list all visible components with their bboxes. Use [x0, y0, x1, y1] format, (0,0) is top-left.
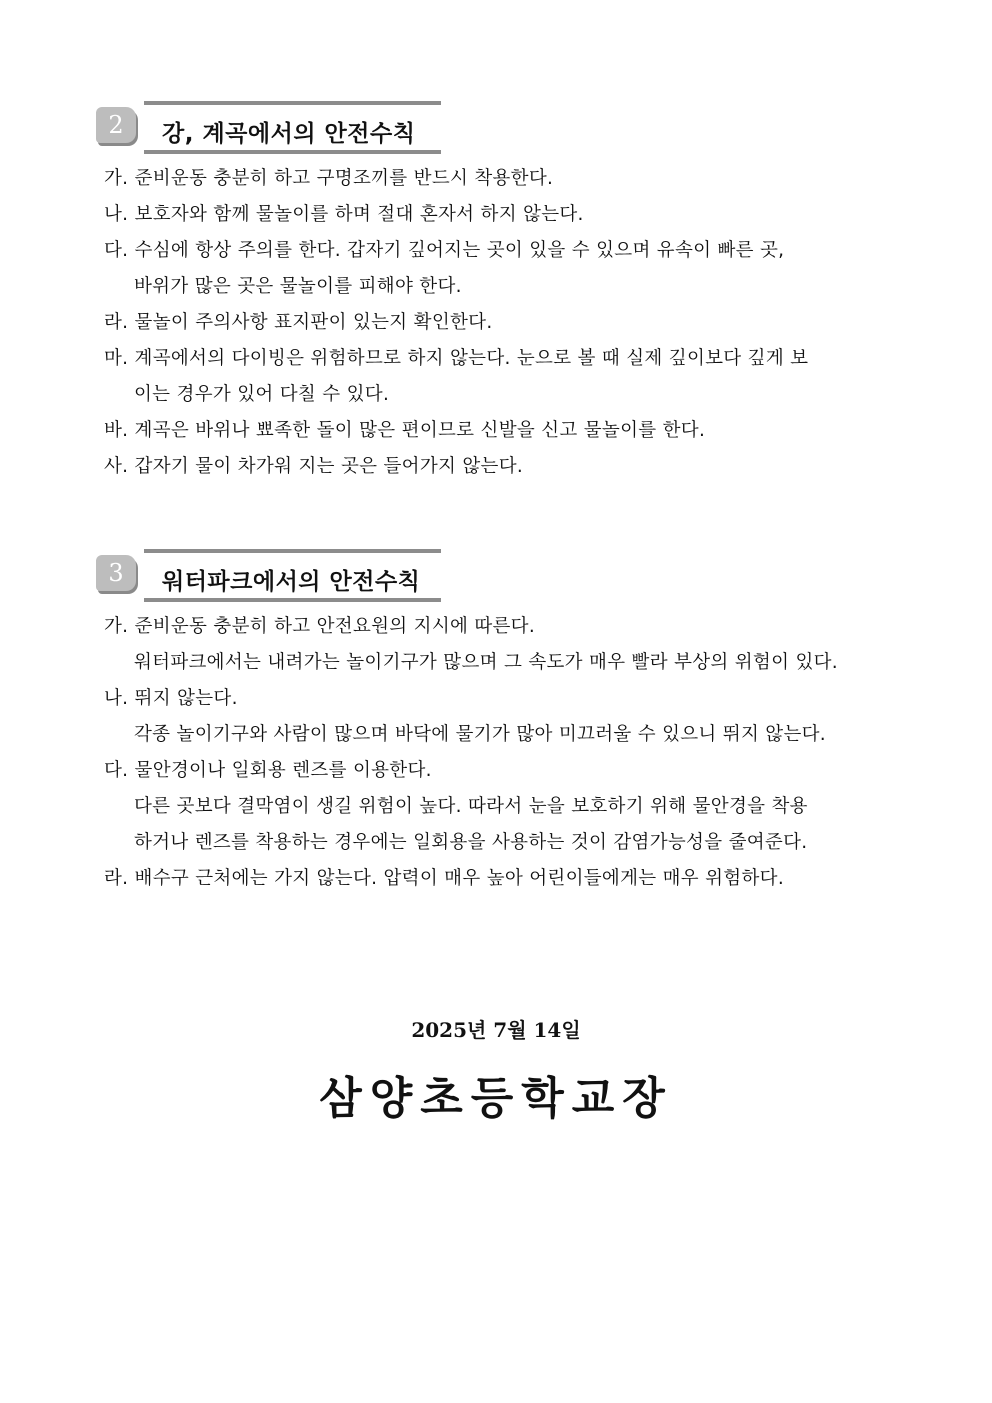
header-bottom-rule: [144, 598, 441, 602]
header-top-rule: [144, 101, 441, 105]
rule-line: 다. 수심에 항상 주의를 한다. 갑자기 깊어지는 곳이 있을 수 있으며 유속이 빠른 곳,: [104, 240, 785, 261]
rule-line: 라. 물놀이 주의사항 표지판이 있는지 확인한다.: [104, 312, 493, 333]
header-top-rule: [144, 549, 441, 553]
section-title: 강, 계곡에서의 안전수칙: [162, 121, 416, 147]
rule-line-continuation: 바위가 많은 곳은 물놀이를 피해야 한다.: [134, 276, 462, 297]
rule-line-detail: 하거나 렌즈를 착용하는 경우에는 일회용을 사용하는 것이 감염가능성을 줄여준다.: [134, 832, 808, 853]
school-principal-signature: 삼양초등학교장: [319, 1073, 673, 1124]
section-waterpark-safety: [0, 549, 992, 909]
document-date: 2025년 7월 14일: [411, 1018, 581, 1042]
section-header: [96, 549, 441, 605]
rule-line: 나. 보호자와 함께 물놀이를 하며 절대 혼자서 하지 않는다.: [104, 204, 584, 225]
rule-line: 바. 계곡은 바위나 뾰족한 돌이 많은 편이므로 신발을 신고 물놀이를 한다.: [104, 420, 706, 441]
header-bottom-rule: [144, 150, 441, 154]
rule-line: 가. 준비운동 충분히 하고 구명조끼를 반드시 착용한다.: [104, 168, 554, 189]
rule-line: 마. 계곡에서의 다이빙은 위험하므로 하지 않는다. 눈으로 볼 때 실제 깊이보다 깊게 보: [104, 348, 809, 369]
rule-list: [104, 161, 904, 485]
section-river-valley-safety: [0, 101, 992, 491]
rule-line-detail: 각종 놀이기구와 사람이 많으며 바닥에 물기가 많아 미끄러울 수 있으니 뛰지 않는다.: [134, 724, 826, 745]
rule-line: 다. 물안경이나 일회용 렌즈를 이용한다.: [104, 760, 432, 781]
section-header: [96, 101, 441, 157]
section-number-badge: 2: [96, 107, 136, 143]
rule-line: 라. 배수구 근처에는 가지 않는다. 압력이 매우 높아 어린이들에게는 매우 위험하다.: [104, 868, 784, 889]
rule-line: 가. 준비운동 충분히 하고 안전요원의 지시에 따른다.: [104, 616, 536, 637]
section-number-badge: 3: [96, 555, 136, 591]
rule-line: 나. 뛰지 않는다.: [104, 688, 238, 709]
rule-list: [104, 609, 904, 897]
section-title: 워터파크에서의 안전수칙: [162, 569, 421, 595]
rule-line-detail: 워터파크에서는 내려가는 놀이기구가 많으며 그 속도가 매우 빨라 부상의 위험이 있다.: [134, 652, 838, 673]
rule-line: 사. 갑자기 물이 차가워 지는 곳은 들어가지 않는다.: [104, 456, 524, 477]
rule-line-continuation: 이는 경우가 있어 다칠 수 있다.: [134, 384, 390, 405]
rule-line-detail: 다른 곳보다 결막염이 생길 위험이 높다. 따라서 눈을 보호하기 위해 물안경을 착용: [134, 796, 808, 817]
